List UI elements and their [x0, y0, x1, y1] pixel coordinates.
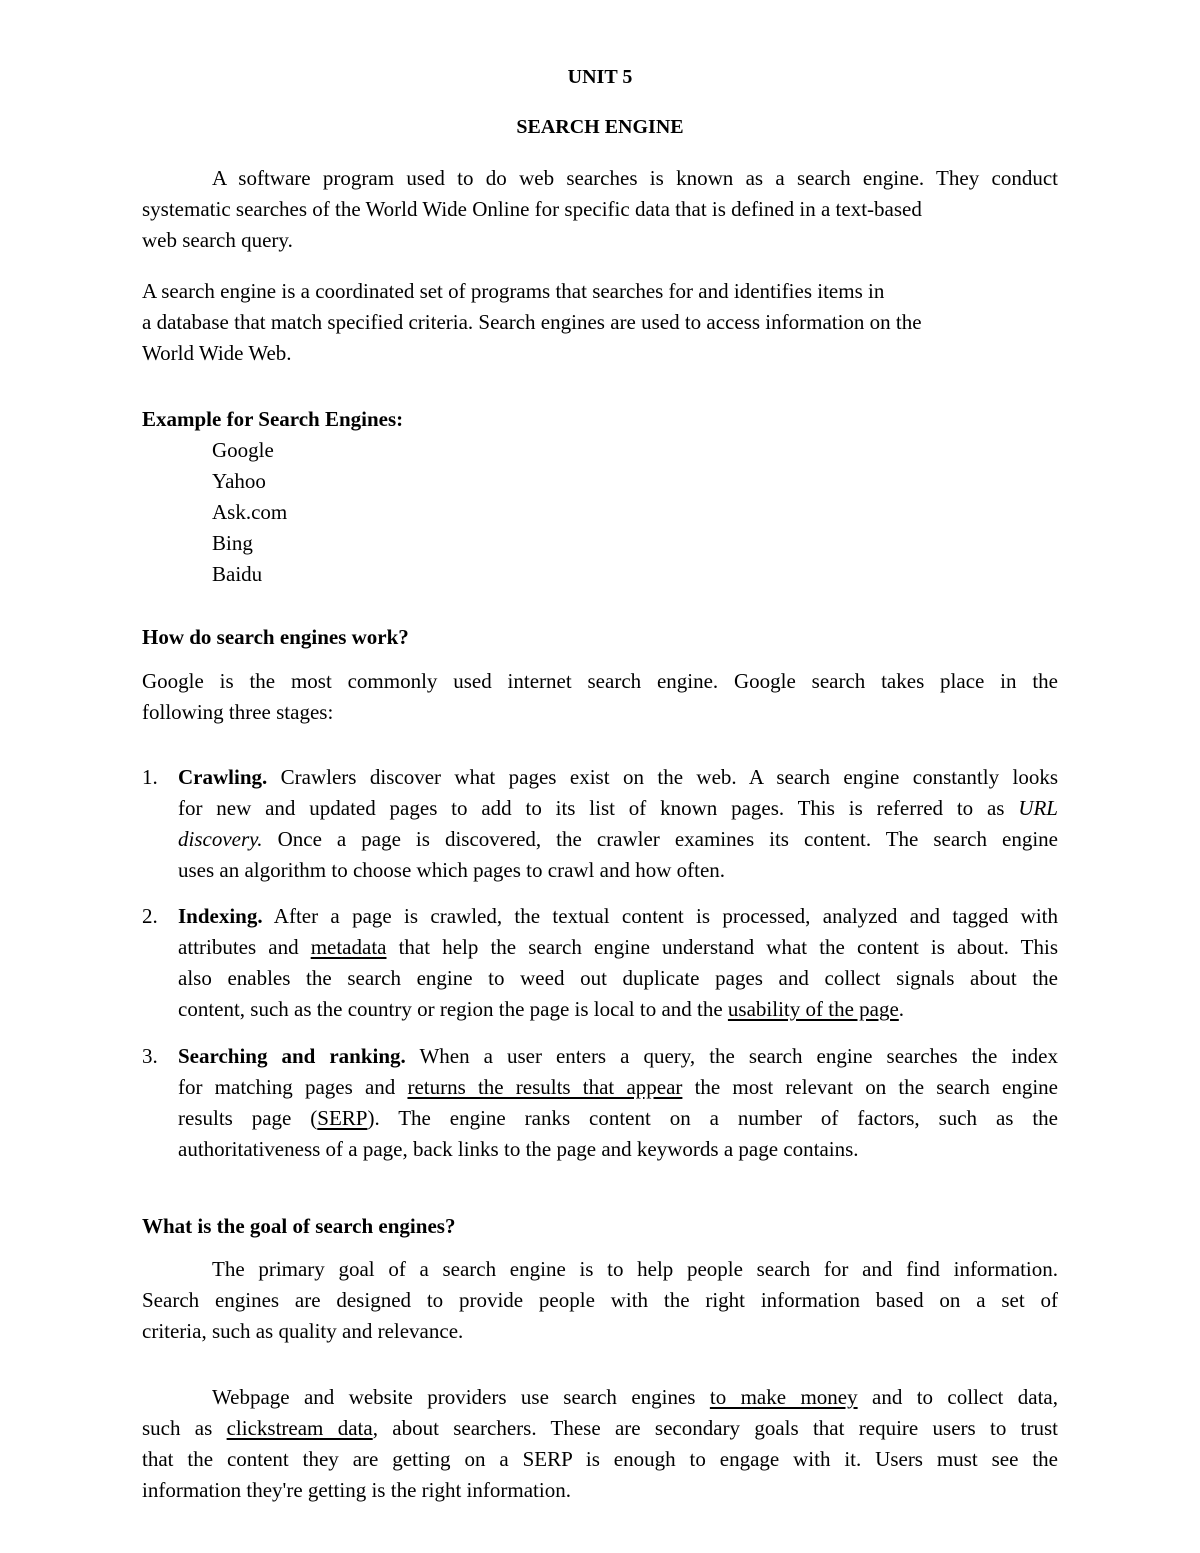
intro-p1-line-3: web search query.	[142, 228, 293, 252]
list-item: Ask.com	[212, 500, 288, 524]
make-money-link[interactable]: to make money	[709, 1385, 858, 1409]
list-item: Yahoo	[212, 469, 266, 493]
intro-p2-line-3: World Wide Web.	[142, 341, 292, 365]
how-heading: How do search engines work?	[142, 625, 409, 649]
goal-paragraph-1: The primary goal of a search engine is to help people search for and find information. Search engines are designed to provide people with the right information based on a set of criteria, such as quality and relevance.	[142, 1257, 1058, 1343]
intro-p2-line-1: A search engine is a coordinated set of programs that searches for and identifies items in	[142, 279, 885, 303]
returns-results-link[interactable]: returns the results that appear	[407, 1075, 683, 1099]
intro-p2-line-2: a database that match specified criteria. Search engines are used to access information on the	[142, 310, 922, 334]
goal-paragraph-2: Webpage and website providers use search engines to make money and to collect data, such as clickstream data, about searchers. These are secondary goals that require users to trust that the content they are getting on a SERP is enough to engage with it. Users must see the information they're getting is the right information.	[142, 1385, 1058, 1502]
search-engine-list	[212, 435, 287, 590]
metadata-link[interactable]: metadata	[310, 935, 387, 959]
stage-title: Crawling.	[178, 765, 268, 789]
document-page: UNIT 5 SEARCH ENGINE A software program used to do web searches is known as a search engine. They conduct systematic searches of the World Wide Online for specific data that is defined in a text-based web search query. A search engine is a coordinated set of programs that searches for and identifies items in a database that match specified criteria. Search engines are used to access information on the World Wide Web. Example for Search Engines: Google Yahoo Ask.com Bing Baidu How do search engines work? Google is the most commonly used internet search engine. Google search takes place in the following three stages: 1. Crawling. Crawlers discover what pages exist on the web. A search engine constantly looks for new and updated pages to add to its list of known pages. This is referred to as URL discovery. Once a page is discovered, the crawler examines its content. The search engine uses an algorithm to choose which pages to crawl and how often. 2. Indexing. After a page is crawled, the textual content is processed, analyzed and tagged with attributes and metadata that help the search engine understand what the content is about. This also enables the search engine to weed out duplicate pages and collect signals about the content, such as the country or region the page is local to and the usability of the page. 3. Searching and ranking. When a user enters a query, the search engine searches the index for matching pages and returns the results that appear the most relevant on the search engine results page (SERP). The engine ranks content on a number of factors, such as the authoritativeness of a page, back links to the page and keywords a page contains. What is the goal of search engines? The primary goal of a search engine is to help people search for and find information. Search engines are designed to provide people with the right information based on a set of criteria, such as quality and relevance. Webpage and website providers use search engines to make money and to collect data, such as clickstream data, about searchers. These are secondary goals that require users to trust that the content they are getting on a SERP is enough to engage with it. Users must see the information they're getting is the right information.	[0, 0, 1200, 1553]
goal-heading: What is the goal of search engines?	[142, 1214, 456, 1238]
list-item: Bing	[212, 531, 253, 555]
serp-link[interactable]: SERP	[317, 1106, 368, 1130]
page-title: SEARCH ENGINE	[516, 116, 684, 138]
unit-title: UNIT 5	[567, 66, 633, 88]
intro-p1-line-1: A software program used to do web searches is known as a search engine. They conduct	[212, 166, 1058, 190]
usability-link[interactable]: usability of the page	[727, 997, 899, 1021]
stage-title: Indexing.	[178, 904, 263, 928]
how-intro-line-2: following three stages:	[142, 700, 334, 724]
intro-p1-line-2: systematic searches of the World Wide Online for specific data that is defined in a text-based	[142, 197, 922, 221]
clickstream-link[interactable]: clickstream data	[226, 1416, 373, 1440]
stage-number: 3.	[142, 1044, 158, 1068]
list-item: Google	[212, 438, 274, 462]
how-intro-line-1: Google is the most commonly used internet search engine. Google search takes place in the	[142, 669, 1058, 693]
intro-paragraph-2	[142, 276, 1058, 369]
how-intro-paragraph	[142, 666, 1058, 728]
stage-number: 2.	[142, 904, 158, 928]
list-item: Baidu	[212, 562, 263, 586]
stage-number: 1.	[142, 765, 158, 789]
examples-heading: Example for Search Engines:	[142, 407, 404, 431]
intro-paragraph-1	[142, 163, 1058, 256]
stage-title: Searching and ranking.	[178, 1044, 406, 1068]
